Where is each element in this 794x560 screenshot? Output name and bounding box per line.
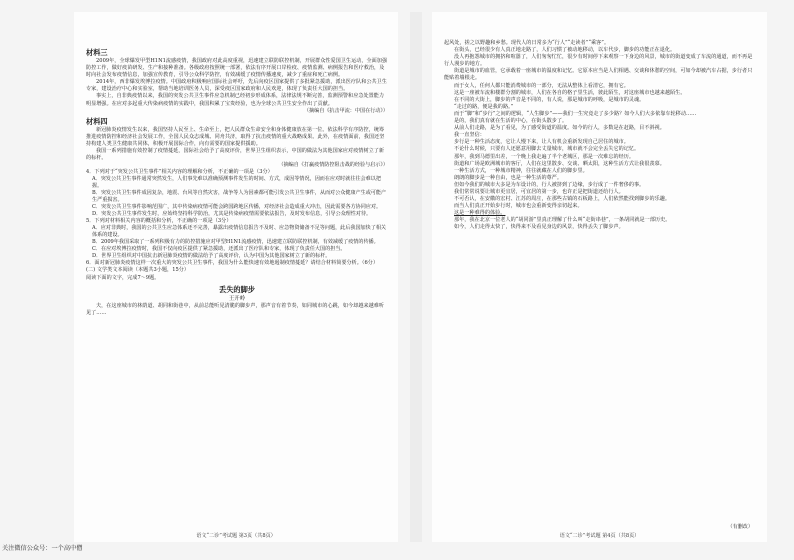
question-5-stem: 5．下列对材料相关内容的概括和分析，不正确的一项是（3分） bbox=[86, 218, 232, 225]
story-paragraph: 而于女人，任何人都只能消费城市的一部分，无法从整体上看清它，拥有它。 bbox=[454, 82, 629, 89]
material-3-source: （摘编自《抗击甲流：中国在行动》） bbox=[303, 107, 388, 114]
material-3-paragraph: 2014年，西非爆发埃博拉疫情。中国政府积极响应国际社会呼吁，先后向疫区国家提供了多批紧急援助，派出医疗队和公共卫生专家，建设治疗中心和实验室，帮助当地培训医务人员，深受疫区国家政府和人民欢迎，体现了负责任大国的担当。 bbox=[86, 79, 387, 93]
material-4-paragraph: 我国一系列措施有效控制了疫情蔓延，国际社会给予了高度评价，世界卫生组织表示，中国的做法为其他国家应对疫情树立了新的标杆。 bbox=[86, 147, 385, 162]
question-4-option-b: B．突发公共卫生事件成因复杂，地震、台风等自然灾害，战争等人为因素都可能引发公共卫生事件，从而对公众健康产生或可能产生严重损害。 bbox=[92, 190, 387, 204]
exam-page-3 bbox=[74, 12, 398, 542]
question-6-stem: 6．面对新冠肺炎疫情这样一次重大的突发公共卫生事件，我国为什么能快速有效地遏制疫情蔓延？请结合材料简要分析。（6分） bbox=[86, 260, 379, 267]
story-paragraph: 夫，在这座城市的林荫道、胡同和街巷中，从前总能听见清脆的脚步声，那声音有着节奏，如同城市的心跳，如今却越来越难听见了…… bbox=[86, 302, 385, 316]
story-paragraph: 而于“脚”和“步行”之间的逻辑，“人生脚步”——我们一生究竟走了多少路？如今人们大多依靠车轮移动…… bbox=[454, 110, 697, 117]
wechat-account-note: 关注微信公众号：一个高中僧 bbox=[2, 545, 83, 552]
story-paragraph: 朗朗的脚步是一种自由，也是一种生活的尊严。 bbox=[454, 174, 563, 181]
question-5-option-b: B．2009年我国采取了一系列积极有力的防控措施应对甲型H1N1流感疫情，迅速建立联防联控机制，有效减缓了疫情的传播。 bbox=[92, 239, 379, 246]
page-3-footer: 语文“二诊”考试题 第3页（共8页） bbox=[196, 533, 276, 539]
story-paragraph: 我们常常说要让城市更宜居，可宜居的第一步，也许正是把街道还给行人。 bbox=[454, 188, 624, 195]
story-paragraph: 没人再抱怨城市的拥挤和喧嚣了，人们匆匆忙忙，很少有时间停下来观察一下身边的风景，城市的街道变成了车流的通道，而不再是行人漫步的地方。 bbox=[444, 54, 753, 68]
story-paragraph: 如今，人们走得太快了，快得来不及看见身边的风景，快得丢失了脚步声。 bbox=[454, 224, 624, 231]
material-4-heading: 材料四 bbox=[86, 116, 108, 126]
question-4-option-a: A．突发公共卫生事件通常突然发生，人们事先难以准确预测事件发生的时间、方式，成因等情况，因而在应对时就往往会难以把握。 bbox=[92, 176, 381, 190]
page-4-column bbox=[432, 12, 767, 232]
question-5-option-a: A．应对非典时，我国的公共卫生应急体系还不完善，暴露出疫情信息报告不及时、应急物资储备不足等问题，此后我国加快了相关体系的建设。 bbox=[92, 225, 387, 239]
page-4-footer: 语文“二诊”考试题 第4页（共8页） bbox=[559, 533, 640, 539]
question-5-option-c: C．在应对埃博拉疫情时，我国不仅向疫区提供了紧急援助，还派出了医疗队和专家，体现了负责任大国的担当。 bbox=[92, 246, 346, 253]
question-5-option-d: D．世界卫生组织对中国抗击新冠肺炎疫情的做法给予了高度评价，认为中国为其他国家树立了新的标杆。 bbox=[92, 253, 331, 260]
story-paragraph: 而当人们真正开始步行时，城市也会重新变得亲切起来。 bbox=[454, 203, 583, 210]
story-paragraph: 从前人们走路，是为了看见，为了感受街道的温度。如今的行人，多数是在赶路，目不斜视。 bbox=[454, 125, 665, 132]
story-paragraph: “走过的路，便是我的路。” bbox=[454, 103, 514, 110]
story-paragraph: 街道是城市的血管，它承载着一座城市的温度和记忆。它原本应当是人们相遇、交谈和休憩的空间，可如今却被汽车占据，步行者只能贴着墙根走。 bbox=[444, 68, 753, 82]
story-title: 丢失的脚步 bbox=[219, 284, 255, 294]
page-gutter bbox=[410, 12, 422, 542]
story-paragraph: 但如今我们的城市大多是为车设计的，行人被挤到了边缘，步行成了一件奢侈的事。 bbox=[454, 181, 645, 188]
material-4-paragraph: 新冠肺炎疫情发生以来，我国坚持人民至上、生命至上，把人民群众生命安全和身体健康放在第一位。依法科学有序防控，统筹推进疫情防控和经济社会发展工作，全国人民众志成城、同舟共济，取得了抗击疫情的重大战略成果。此外，在疫情面前，我国还坚持构建人类卫生健康共同体，积极开展国际合作，向有需要的国家提供援助。 bbox=[86, 126, 385, 147]
adaptation-note: （有删改） bbox=[727, 524, 753, 530]
material-4-source: （摘编自《打赢疫情防控阻击战的经验与启示》） bbox=[278, 162, 388, 169]
story-paragraph: 在不同的大街上，脚步的声音是不同的，有人说，那是城市的呼吸，是城市的灵魂。 bbox=[454, 96, 645, 103]
story-paragraph: 不论什么时候，只要有人还愿意用脚去丈量城市，城市就不会完全丢失它的记忆。 bbox=[454, 146, 640, 153]
section-2-heading: (二) 文学类文本阅读（本题共3小题，15分） bbox=[86, 267, 190, 274]
story-paragraph: 步行是一种生活态度，它让人慢下来，让人有机会重新发现自己居住的城市。 bbox=[454, 139, 629, 146]
story-paragraph: 我一直坚信： bbox=[454, 132, 485, 139]
question-4-option-d: D．突发公共卫生事件发生时，应始终坚持科学防治，尤其是传染病疫情需要依法报告，及时发布信息，引导公众理性对待。 bbox=[92, 211, 372, 218]
page-3-column bbox=[74, 12, 398, 317]
section-2-instruction: 阅读下面的文字，完成7～9题。 bbox=[86, 274, 160, 281]
story-underlined-sentence: 这是一种难得的体验。 bbox=[454, 210, 506, 217]
story-paragraph: 那年，我到马德里出差，一个晚上我走遍了半个老城区，那是一次难忘的经历。 bbox=[454, 153, 635, 160]
story-paragraph: 是的，我们真有就在生活的中心，在街头散步了。 bbox=[454, 118, 568, 125]
story-paragraph: 那年，我在北京一位老人的“胡同游”里真正理解了什么叫“走街串巷”，一条胡同就是一部历史。 bbox=[454, 217, 671, 224]
question-4-stem: 4．下列对于“突发公共卫生事件”相关内容的理解和分析，不正确的一项是（3分） bbox=[86, 169, 273, 176]
question-4-option-c: C．突发公共卫生事件影响范围广，其中传染病疫情可能会跨国跨地区传播，对经济社会造成重大冲击，因此需要各方协同应对。 bbox=[92, 204, 382, 211]
story-paragraph: 一种生活方式，一种城市精神，往往就藏在人们的脚步里。 bbox=[454, 167, 588, 174]
material-3-heading: 材料三 bbox=[86, 48, 108, 57]
exam-page-4 bbox=[432, 12, 767, 542]
story-paragraph: 不可否认，在安徽的宏村、江苏的周庄，在那些古镇的石板路上，人们依然能找到脚步的乐趣。 bbox=[454, 196, 671, 203]
material-3-paragraph: 事实上，自非典疫情以来，我国的突发公共卫生事件应急机制已经初步形成体系，法律法规不断完善，监测预警和应急处置能力明显增强。在应对多起重大传染病疫情的实践中，我国积累了宝贵经验，也为全球公共卫生安全作出了贡献。 bbox=[86, 93, 385, 107]
story-paragraph: 起风处，搓之以野趣和乡愁。现代人的日常多为“行人”“走读者”“乘客”。 bbox=[444, 40, 610, 46]
story-paragraph: 街道和广场是欧洲城市的客厅，人们在这里散步、交谈、晒太阳，这种生活方式让我很羡慕。 bbox=[454, 160, 665, 167]
story-author: 王开岭 bbox=[228, 295, 246, 302]
material-3-paragraph: 2009年，全球爆发甲型H1N1流感疫情，我国政府对此高度重视，迅速建立联防联控机制，开展群众性爱国卫生运动，全面加强防控工作，做好疫苗研发、生产和接种准备。各级政府按照统一部署，依法有序开展口岸检疫、疫情监测、病例报告和医疗救治，及时向社会发布疫情信息，加强宣传教育，引导公众科学防控，有效减缓了疫情传播速度，减少了重症和死亡病例。 bbox=[86, 58, 388, 79]
story-paragraph: 这是一座被车流和楼群分割的城市，人们在各自的格子里生活，彼此陌生，对这座城市也越来越陌生。 bbox=[454, 89, 686, 96]
story-paragraph: 在街头，已经很少有人真正地走路了，人们习惯了被动地移动，以车代步，脚步的功能正在退化。 bbox=[454, 47, 676, 54]
